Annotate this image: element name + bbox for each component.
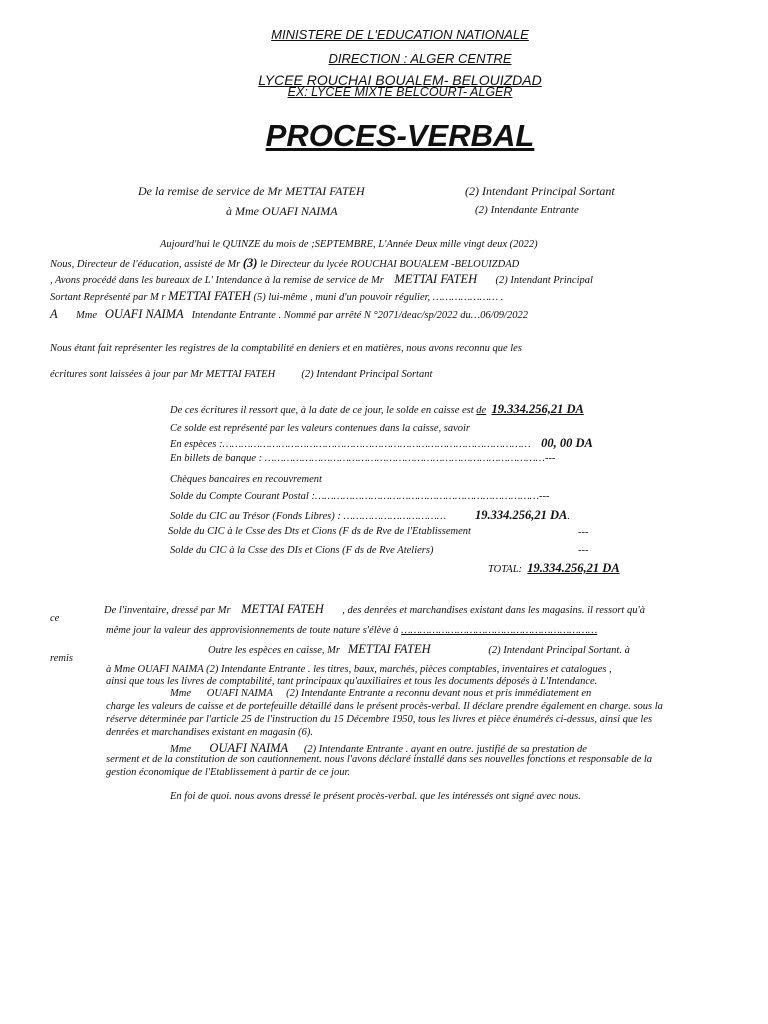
balance-representation-line: Ce solde est représenté par les valeurs contenues dans la caisse, savoir (170, 423, 470, 434)
cheques-line: Chèques bancaires en recouvrement (170, 474, 322, 485)
cash-species-line: En espèces :……………………………………………………………………………………… 00, 00 DA (170, 436, 593, 450)
intro-procedure-line: , Avons procédé dans les bureaux de L' Intendance à la remise de service de Mr METTAI FATEH (2) Intendant Principal (50, 272, 593, 286)
inventory-line-11: serment et de la constitution de son cautionnement. nous l'avons déclaré installé dans ses nouvelles fonctions et responsable de la (106, 754, 653, 765)
total-value: 19.334.256,21 DA (527, 561, 620, 575)
subject-incoming-role: (2) Intendante Entrante (475, 204, 579, 216)
margin-word-ce: ce (50, 613, 60, 624)
inventory-line-4: à Mme OUAFI NAIMA (2) Intendante Entrante . les titres, baux, marchés, pièces comptables, inventaires et catalogues , (106, 664, 612, 675)
inventory-line-1: De l'inventaire, dressé par Mr METTAI FATEH , des denrées et marchandises existant dans les magasins. il ressort qu'à (104, 602, 645, 616)
treasury-cic-value: 19.334.256,21 DA (475, 508, 568, 522)
intro-representation-line: Sortant Représenté par M r METTAI FATEH (5) lui-même , muni d'un pouvoir régulier, ………………… . (50, 289, 504, 303)
ministry-heading: MINISTERE DE L'EDUCATION NATIONALE (271, 27, 529, 42)
cash-species-value: 00, 00 DA (541, 436, 593, 450)
banknotes-line: En billets de banque : ………………………………………………………………………………--- (170, 453, 556, 464)
inventory-line-12: gestion économique de l'Etablissement à partir de ce jour. (106, 767, 350, 778)
intro-director-line: Nous, Directeur de l'éducation, assisté de Mr (3) le Directeur du lycée ROUCHAI BOUALEM -BELOUIZDAD (50, 256, 520, 270)
inventory-line-7: charge les valeurs de caisse et de portefeuille détaillé dans le présent procès-verbal. Il déclare prendre également en charge. sous la (106, 701, 663, 712)
cash-balance-value: 19.334.256,21 DA (491, 402, 584, 416)
csse-dts-value: --- (578, 527, 589, 538)
inventory-line-8: réserve déterminée par l'article 25 de l'instruction du 15 Décembre 1950, tous les livres et pièce énumérés ci-dessus, ainsi que les (106, 714, 653, 725)
subject-outgoing-role: (2) Intendant Principal Sortant (465, 184, 615, 198)
inventory-line-9: denrées et marchandises existant en magasin (6). (106, 727, 313, 738)
total-line: TOTAL: 19.334.256,21 DA (488, 561, 620, 575)
margin-word-remis: remis (50, 653, 73, 664)
inventory-line-6: Mme OUAFI NAIMA (2) Intendante Entrante a reconnu devant nous et pris immédiatement en (170, 688, 592, 699)
intro-appointment-line: A Mme OUAFI NAIMA Intendante Entrante . Nommé par arrêté N °2071/deac/sp/2022 du…06/09/2022 (50, 307, 528, 321)
subject-outgoing: De la remise de service de Mr METTAI FATEH (138, 184, 365, 198)
inventory-line-2: même jour la valeur des approvisionnements de toute nature s'élève à ……………………………………………………… (106, 625, 598, 636)
csse-dis-value: --- (578, 545, 589, 556)
direction-heading: DIRECTION : ALGER CENTRE (328, 51, 512, 66)
treasury-cic-line: Solde du CIC au Trésor (Fonds Libres) : …………………………… 19.334.256,21 DA. (170, 508, 571, 522)
document-title: PROCES-VERBAL (265, 118, 535, 153)
inventory-line-3: Outre les espèces en caisse, Mr METTAI FATEH (2) Intendant Principal Sortant. à (208, 642, 630, 656)
intro-writings-line: écritures sont laissées à jour par Mr METTAI FATEH (2) Intendant Principal Sortant (50, 369, 433, 380)
closing-statement: En foi de quoi. nous avons dressé le présent procès-verbal. que les intéressés ont signé avec nous. (170, 791, 581, 802)
inventory-line-10: Mme OUAFI NAIMA (2) Intendante Entrante . ayant en outre. justifié de sa prestation de (170, 741, 587, 755)
former-school-heading: EX: LYCEE MIXTE BELCOURT- ALGER (287, 85, 513, 99)
csse-dis-line: Solde du CIC à la Csse des DIs et Cions (F ds de Rve Ateliers) (170, 545, 434, 556)
postal-account-line: Solde du Compte Courant Postal :………………………………………………………………--- (170, 491, 550, 502)
cash-balance-line: De ces écritures il ressort que, à la date de ce jour, le solde en caisse est de 19.334.256,21 DA (170, 402, 584, 416)
intro-date-line: Aujourd'hui le QUINZE du mois de ;SEPTEMBRE, L'Année Deux mille vingt deux (2022) (160, 239, 538, 250)
subject-incoming: à Mme OUAFI NAIMA (226, 204, 338, 218)
school-heading: LYCEE ROUCHAI BOUALEM- BELOUIZDAD (258, 72, 542, 88)
intro-registers-line: Nous étant fait représenter les registres de la comptabilité en deniers et en matières, nous avons reconnu que les (50, 343, 522, 354)
inventory-line-5: ainsi que tous les livres de comptabilité, tant principaux qu'auxiliaires et tous les documents déposés à L'Intendance. (106, 676, 598, 687)
csse-dts-line: Solde du CIC à le Csse des Dts et Cions (F ds de Rve de l'Etablissement (168, 526, 471, 537)
